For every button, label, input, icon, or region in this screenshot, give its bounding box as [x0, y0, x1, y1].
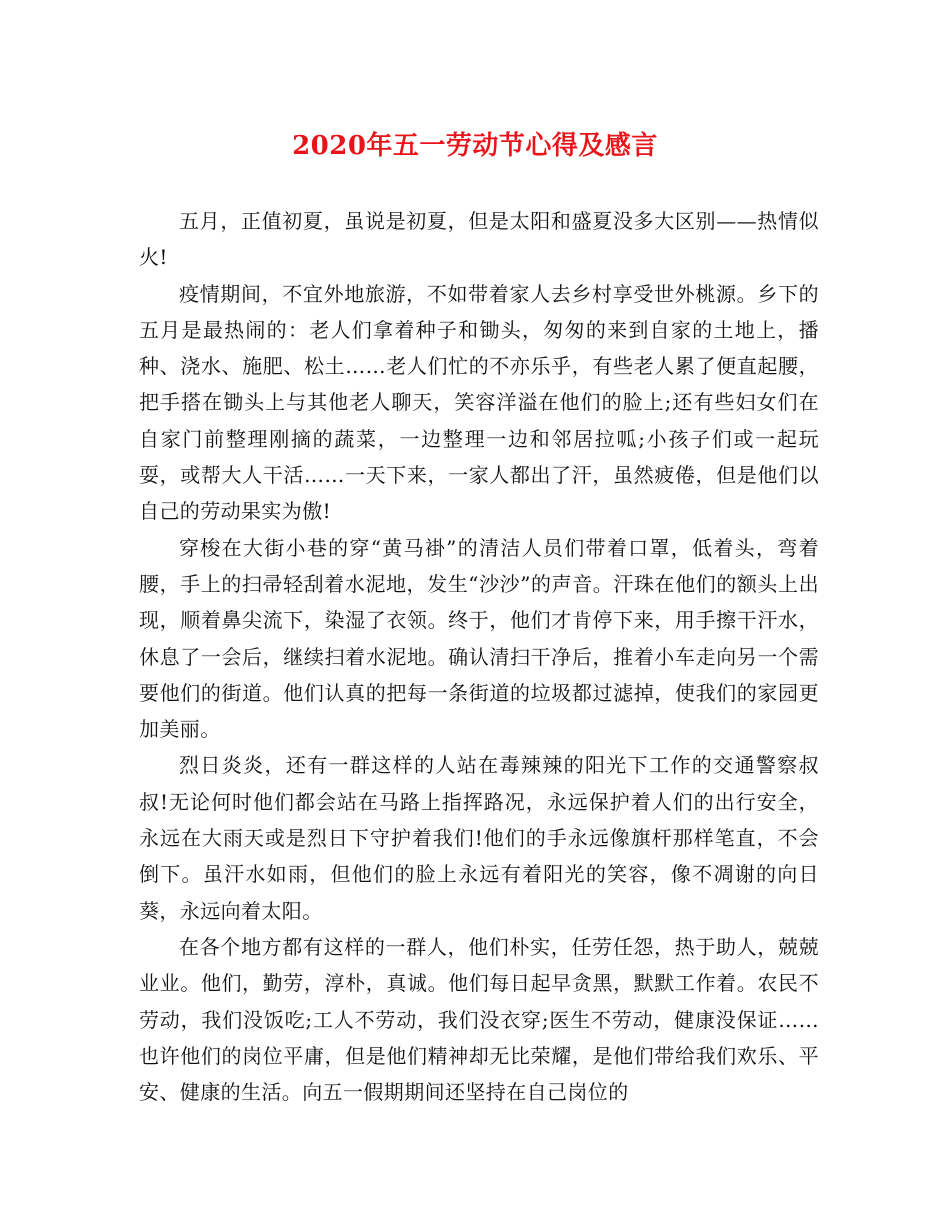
- paragraph-5: 在各个地方都有这样的一群人，他们朴实，任劳任怨，热于助人，兢兢业业。他们，勤劳，淳朴，真诚。他们每日起早贪黑，默默工作着。农民不劳动，我们没饭吃;工人不劳动，我们没衣穿;医生不劳动，健康没保证……也许他们的岗位平庸，但是他们精神却无比荣耀，是他们带给我们欢乐、平安、健康的生活。向五一假期期间还坚持在自己岗位的: [139, 934, 819, 1105]
- paragraph-4: 烈日炎炎，还有一群这样的人站在毒辣辣的阳光下工作的交通警察叔叔!无论何时他们都会站在马路上指挥路况，永远保护着人们的出行安全，永远在大雨天或是烈日下守护着我们!他们的手永远像旗杆那样笔直，不会倒下。虽汗水如雨，但他们的脸上永远有着阳光的笑容，像不凋谢的向日葵，永远向着太阳。: [139, 753, 819, 923]
- document-body: [139, 203, 819, 1110]
- document-title: 2020年五一劳动节心得及感言: [292, 131, 658, 161]
- paragraph-2: 疫情期间，不宜外地旅游，不如带着家人去乡村享受世外桃源。乡下的五月是最热闹的：老人们拿着种子和锄头，匆匆的来到自家的土地上，播种、浇水、施肥、松土……老人们忙的不亦乐乎，有些老人累了便直起腰，把手搭在锄头上与其他老人聊天，笑容洋溢在他们的脸上;还有些妇女们在自家门前整理刚摘的蔬菜，一边整理一边和邻居拉呱;小孩子们或一起玩耍，或帮大人干活……一天下来，一家人都出了汗，虽然疲倦，但是他们以自己的劳动果实为傲!: [139, 281, 819, 524]
- paragraph-1: 五月，正值初夏，虽说是初夏，但是太阳和盛夏没多大区别——热情似火!: [139, 209, 819, 270]
- paragraph-3: 穿梭在大街小巷的穿“黄马褂”的清洁人员们带着口罩，低着头，弯着腰，手上的扫帚轻刮着水泥地，发生“沙沙”的声音。汗珠在他们的额头上出现，顺着鼻尖流下，染湿了衣领。终于，他们才肯停下来，用手擦干汗水，休息了一会后，继续扫着水泥地。确认清扫干净后，推着小车走向另一个需要他们的街道。他们认真的把每一条街道的垃圾都过滤掉，使我们的家园更加美丽。: [139, 535, 819, 742]
